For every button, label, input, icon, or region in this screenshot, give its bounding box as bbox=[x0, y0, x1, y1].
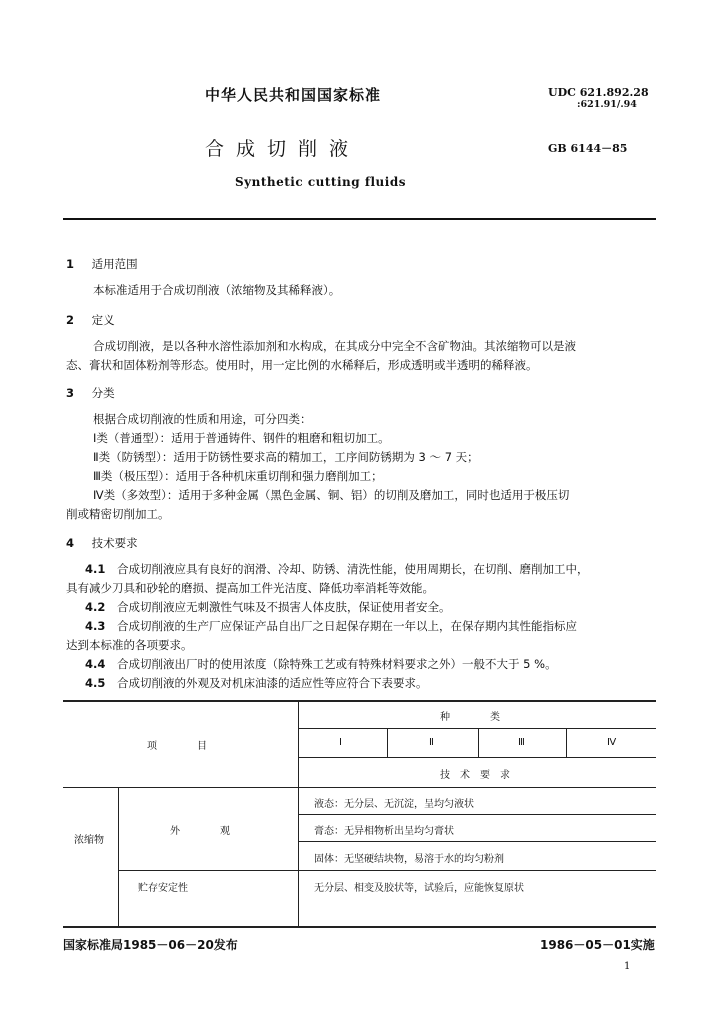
section-2-text-line1: 合成切削液，是以各种水溶性添加剂和水构成，在其成分中完全不含矿物油。其浓缩物可以是液 bbox=[93, 339, 576, 353]
section-number: 2 bbox=[66, 313, 75, 327]
clause-number: 4.5 bbox=[85, 676, 106, 690]
udc-code: UDC 621.892.28 bbox=[548, 86, 649, 99]
table-vline bbox=[387, 728, 388, 757]
section-3-heading bbox=[66, 385, 115, 401]
table-tech-req-header: 技 术 要 求 bbox=[440, 770, 510, 781]
effective-date: 1986－05－01实施 bbox=[540, 938, 655, 952]
class-iv-item-line2: 削或精密切削加工。 bbox=[66, 507, 170, 521]
table-col-class-iv: Ⅳ bbox=[607, 737, 617, 748]
section-4-heading bbox=[66, 535, 138, 551]
header-divider bbox=[63, 218, 656, 220]
section-title: 适用范围 bbox=[91, 257, 138, 271]
clause-4-2 bbox=[85, 598, 451, 617]
section-2-heading bbox=[66, 312, 115, 328]
section-2-text-line2: 态、膏状和固体粉剂等形态。使用时，用一定比例的水稀释后，形成透明或半透明的稀释液。 bbox=[66, 358, 538, 372]
clause-text: 合成切削液出厂时的使用浓度（除特殊工艺或有特殊材料要求之外）一般不大于 5 %。 bbox=[117, 657, 557, 671]
table-bottom-border bbox=[63, 926, 656, 928]
clause-number: 4.4 bbox=[85, 657, 106, 671]
table-vline bbox=[478, 728, 479, 757]
section-number: 4 bbox=[66, 536, 75, 550]
class-ii-item: Ⅱ类（防锈型）：适用于防锈性要求高的精加工，工序间防锈期为 3 ～ 7 天； bbox=[93, 450, 479, 464]
udc-code-sub: :621.91/.94 bbox=[577, 99, 637, 110]
section-title: 分类 bbox=[91, 386, 115, 400]
table-item-header: 项 目 bbox=[147, 741, 207, 752]
table-hline bbox=[118, 870, 656, 871]
table-hline bbox=[298, 814, 656, 815]
clause-number: 4.3 bbox=[85, 619, 106, 633]
class-iv-item-line1: Ⅳ类（多效型）：适用于多种金属（黑色金属、铜、铝）的切削及磨加工，同时也适用于极压切 bbox=[93, 488, 570, 502]
table-hline bbox=[298, 757, 656, 758]
clause-text: 合成切削液应具有良好的润滑、冷却、防锈、清洗性能，使用周期长，在切削、磨削加工中， bbox=[117, 562, 589, 576]
section-1-text: 本标准适用于合成切削液（浓缩物及其稀释液）。 bbox=[93, 283, 341, 297]
table-cell-liquid: 液态：无分层、无沉淀，呈均匀液状 bbox=[314, 799, 474, 810]
table-row-appearance: 外 观 bbox=[170, 826, 230, 837]
table-top-border bbox=[63, 700, 656, 702]
clause-4-1-line1 bbox=[85, 560, 589, 579]
table-cell-solid: 固体：无坚硬结块物，易溶于水的均匀粉剂 bbox=[314, 854, 504, 865]
table-col-class-ii: Ⅱ bbox=[429, 737, 434, 748]
class-i-item: Ⅰ类（普通型）：适用于普通铸件、钢件的粗磨和粗切加工。 bbox=[93, 431, 390, 445]
table-col-class-iii: Ⅲ bbox=[518, 737, 525, 748]
section-number: 1 bbox=[66, 257, 75, 271]
section-number: 3 bbox=[66, 386, 75, 400]
table-row-concentrate: 浓缩物 bbox=[74, 835, 104, 846]
clause-4-1-line2: 具有减少刀具和砂轮的磨损、提高加工件光洁度、降低功率消耗等效能。 bbox=[66, 581, 434, 595]
table-hline bbox=[63, 787, 656, 788]
issue-date: 国家标准局1985－06－20发布 bbox=[63, 938, 238, 952]
clause-text: 合成切削液的生产厂应保证产品自出厂之日起保存期在一年以上，在保存期内其性能指标应 bbox=[117, 619, 578, 633]
table-hline bbox=[298, 728, 656, 729]
section-title: 技术要求 bbox=[91, 536, 138, 550]
clause-text: 合成切削液的外观及对机床油漆的适应性等应符合下表要求。 bbox=[117, 676, 428, 690]
class-iii-item: Ⅲ类（极压型）：适用于各种机床重切削和强力磨削加工； bbox=[93, 469, 383, 483]
issuing-authority-title: 中华人民共和国国家标准 bbox=[205, 86, 382, 104]
clause-4-4 bbox=[85, 655, 557, 674]
table-vline bbox=[566, 728, 567, 757]
clause-number: 4.1 bbox=[85, 562, 106, 576]
english-title: Synthetic cutting fluids bbox=[235, 175, 406, 189]
table-cell-paste: 膏态：无异相物析出呈均匀膏状 bbox=[314, 826, 454, 837]
section-3-intro: 根据合成切削液的性质和用途，可分四类： bbox=[93, 412, 312, 426]
section-1-heading bbox=[66, 256, 138, 272]
page-number: 1 bbox=[624, 961, 631, 972]
table-hline bbox=[298, 841, 656, 842]
clause-4-5 bbox=[85, 674, 428, 693]
table-row-storage: 贮存安定性 bbox=[138, 883, 188, 894]
table-col-class-i: Ⅰ bbox=[339, 737, 342, 748]
standard-number: GB 6144－85 bbox=[548, 142, 628, 155]
table-type-header: 种 类 bbox=[440, 712, 500, 723]
section-title: 定义 bbox=[91, 313, 115, 327]
clause-4-3-line2: 达到本标准的各项要求。 bbox=[66, 638, 193, 652]
clause-4-3-line1 bbox=[85, 617, 577, 636]
clause-number: 4.2 bbox=[85, 600, 106, 614]
table-cell-storage: 无分层、相变及胶状等，试验后，应能恢复原状 bbox=[314, 883, 524, 894]
document-title: 合成切削液 bbox=[205, 138, 361, 160]
table-vline bbox=[118, 787, 119, 927]
clause-text: 合成切削液应无刺激性气味及不损害人体皮肤，保证使用者安全。 bbox=[117, 600, 451, 614]
